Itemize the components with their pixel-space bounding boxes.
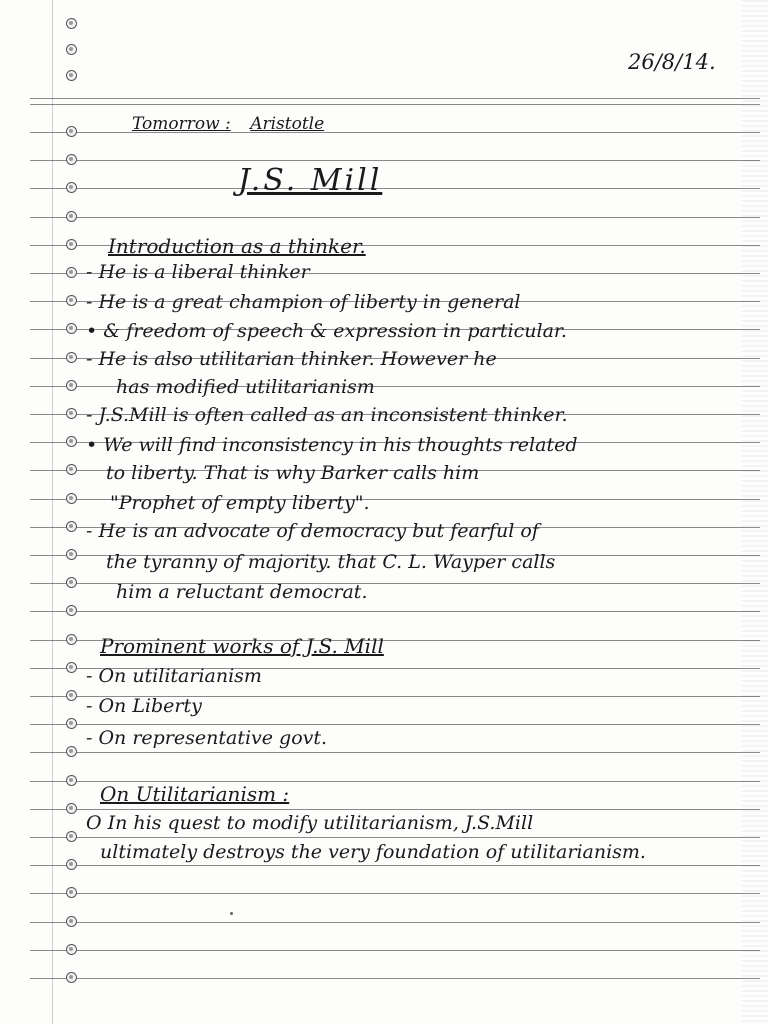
tomorrow-topic: Aristotle (250, 114, 325, 134)
punch-hole (66, 154, 77, 165)
punch-hole (66, 605, 77, 616)
ruled-line (30, 104, 760, 105)
page-edge (742, 0, 768, 1024)
utilitarianism-line: O In his quest to modify utilitarianism, J.S.Mill (86, 812, 534, 834)
ruled-line (30, 217, 760, 218)
ruled-line (30, 865, 760, 866)
intro-line: - J.S.Mill is often called as an inconsistent thinker. (86, 404, 568, 426)
punch-hole (66, 577, 77, 588)
punch-hole (66, 295, 77, 306)
punch-hole (66, 267, 77, 278)
utilitarianism-line: ultimately destroys the very foundation of utilitarianism. (100, 841, 646, 863)
ruled-line (30, 809, 760, 810)
punch-hole (66, 18, 77, 29)
ink-speck (230, 912, 233, 915)
intro-line: him a reluctant democrat. (116, 581, 368, 603)
intro-line: • & freedom of speech & expression in particular. (86, 320, 567, 342)
works-item: - On Liberty (86, 695, 202, 717)
intro-heading: Introduction as a thinker. (108, 234, 366, 258)
intro-line: - He is an advocate of democracy but fearful of (86, 520, 539, 542)
ruled-line (30, 160, 760, 161)
ruled-line (30, 950, 760, 951)
works-heading: Prominent works of J.S. Mill (100, 634, 384, 658)
ruled-line (30, 922, 760, 923)
punch-hole (66, 690, 77, 701)
ruled-line (30, 188, 760, 189)
ruled-line (30, 837, 760, 838)
intro-line: "Prophet of empty liberty". (110, 492, 370, 514)
punch-hole (66, 972, 77, 983)
punch-hole (66, 775, 77, 786)
punch-hole (66, 211, 77, 222)
punch-hole (66, 352, 77, 363)
punch-hole (66, 634, 77, 645)
margin-line (52, 0, 53, 1024)
intro-line: - He is also utilitarian thinker. However he (86, 348, 497, 370)
works-item: - On representative govt. (86, 727, 328, 749)
utilitarianism-heading: On Utilitarianism : (100, 782, 290, 806)
punch-hole (66, 493, 77, 504)
punch-hole (66, 803, 77, 814)
punch-hole (66, 944, 77, 955)
punch-hole (66, 746, 77, 757)
intro-line: to liberty. That is why Barker calls him (106, 462, 480, 484)
ruled-line (30, 611, 760, 612)
ruled-line (30, 98, 760, 99)
works-item: - On utilitarianism (86, 665, 262, 687)
punch-hole (66, 662, 77, 673)
ruled-line (30, 978, 760, 979)
tomorrow-label: Tomorrow : (132, 114, 231, 134)
punch-hole (66, 718, 77, 729)
punch-hole (66, 859, 77, 870)
punch-hole (66, 831, 77, 842)
punch-hole (66, 380, 77, 391)
punch-hole (66, 464, 77, 475)
punch-hole (66, 44, 77, 55)
punch-hole (66, 436, 77, 447)
intro-line: - He is a great champion of liberty in general (86, 291, 521, 313)
intro-line: the tyranny of majority. that C. L. Wayper calls (106, 551, 556, 573)
page-title: J.S. Mill (238, 163, 383, 198)
punch-hole (66, 916, 77, 927)
tomorrow-note (132, 116, 324, 133)
ruled-line (30, 893, 760, 894)
ruled-line (30, 752, 760, 753)
punch-hole (66, 126, 77, 137)
punch-hole (66, 521, 77, 532)
punch-hole (66, 549, 77, 560)
intro-line: • We will find inconsistency in his thoughts related (86, 434, 578, 456)
date: 26/8/14. (628, 50, 716, 74)
punch-hole (66, 70, 77, 81)
punch-hole (66, 323, 77, 334)
intro-line: - He is a liberal thinker (86, 261, 310, 283)
punch-hole (66, 408, 77, 419)
ruled-line (30, 724, 760, 725)
punch-hole (66, 182, 77, 193)
punch-hole (66, 887, 77, 898)
intro-line: has modified utilitarianism (116, 376, 375, 398)
punch-hole (66, 239, 77, 250)
